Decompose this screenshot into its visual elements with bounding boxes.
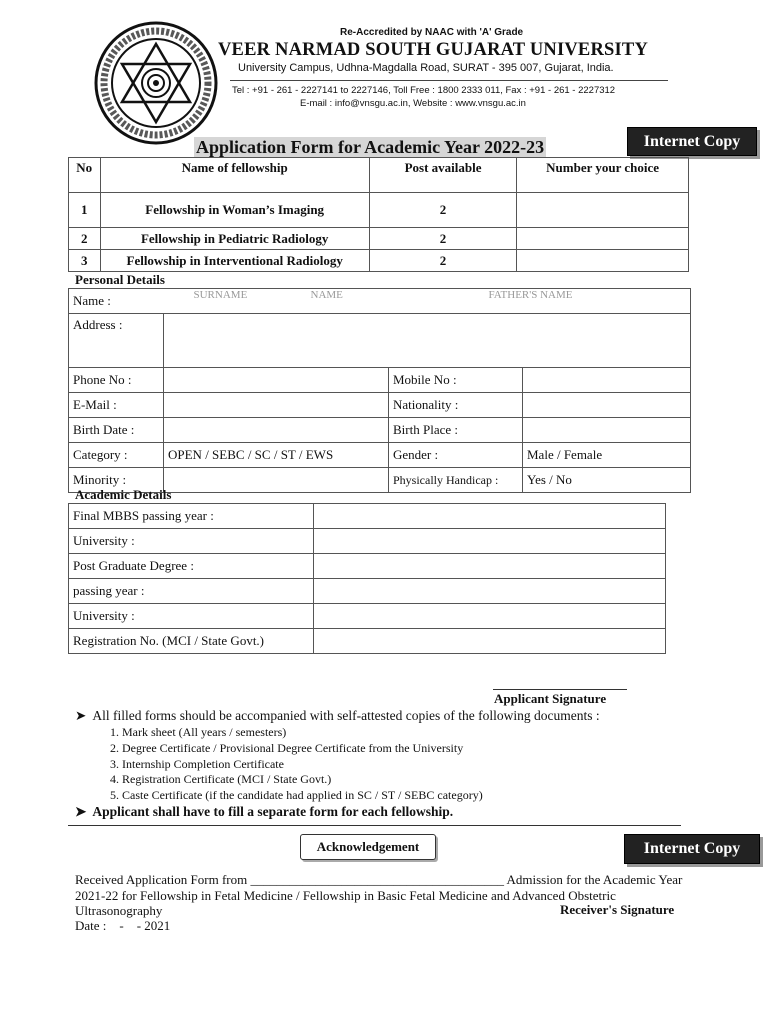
gender-options[interactable]: Male / Female	[523, 443, 691, 468]
list-item: 1. Mark sheet (All years / semesters)	[110, 725, 287, 739]
pg-year-label: passing year :	[69, 579, 314, 604]
arrow-bullet-icon: ➤	[75, 708, 87, 723]
pg-year-field[interactable]	[314, 579, 666, 604]
acknowledgement-label: Acknowledgement	[300, 834, 436, 860]
phone-label: Phone No :	[69, 368, 164, 393]
personal-details-heading: Personal Details	[75, 272, 165, 287]
documents-note-text: All filled forms should be accompanied with self-attested copies of the following documents :	[92, 708, 600, 723]
choice-field[interactable]	[517, 250, 689, 272]
birth-date-field[interactable]	[164, 418, 389, 443]
row-posts: 2	[369, 193, 516, 228]
accreditation-text: Re-Accredited by NAAC with 'A' Grade	[340, 27, 524, 38]
registration-label: Registration No. (MCI / State Govt.)	[69, 629, 314, 654]
gender-label: Gender :	[389, 443, 523, 468]
table-row	[69, 250, 689, 272]
choice-field[interactable]	[517, 193, 689, 228]
contact-email: E-mail : info@vnsgu.ac.in, Website : www.vnsgu.ac.in	[300, 98, 526, 109]
university-address: University Campus, Udhna-Magdalla Road, SURAT - 395 007, Gujarat, India.	[238, 62, 614, 74]
table-row	[69, 193, 689, 228]
birth-place-field[interactable]	[523, 418, 691, 443]
row-posts: 2	[369, 228, 516, 250]
mobile-field[interactable]	[523, 368, 691, 393]
category-label: Category :	[69, 443, 164, 468]
father-name-placeholder: FATHER'S NAME	[488, 289, 573, 301]
phone-field[interactable]	[164, 368, 389, 393]
email-field[interactable]	[164, 393, 389, 418]
row-name: Fellowship in Woman’s Imaging	[100, 193, 369, 228]
row-posts: 2	[369, 250, 516, 272]
birth-place-label: Birth Place :	[389, 418, 523, 443]
contact-tel: Tel : +91 - 261 - 2227141 to 2227146, Toll Free : 1800 2333 011, Fax : +91 - 261 - 2227312	[232, 85, 616, 96]
row-no: 3	[69, 250, 101, 272]
signature-line	[493, 689, 627, 690]
list-item: 3. Internship Completion Certificate	[110, 756, 284, 771]
pg-university-field[interactable]	[314, 604, 666, 629]
col-choice: Number your choice	[517, 158, 689, 193]
surname-placeholder: SURNAME	[193, 289, 248, 301]
minority-field[interactable]	[164, 468, 389, 493]
table-row	[69, 228, 689, 250]
mobile-label: Mobile No :	[389, 368, 523, 393]
mbbs-university-field[interactable]	[314, 529, 666, 554]
email-label: E-Mail :	[69, 393, 164, 418]
separate-form-note-text: Applicant shall have to fill a separate form for each fellowship.	[92, 804, 454, 819]
arrow-bullet-icon: ➤	[75, 804, 87, 819]
name-placeholder: NAME	[310, 289, 343, 301]
nationality-field[interactable]	[523, 393, 691, 418]
row-name: Fellowship in Pediatric Radiology	[100, 228, 369, 250]
university-name: VEER NARMAD SOUTH GUJARAT UNIVERSITY	[218, 40, 649, 60]
personal-details-table	[68, 288, 691, 493]
documents-list	[110, 725, 483, 804]
academic-details-heading: Academic Details	[75, 487, 172, 502]
list-item: 2. Degree Certificate / Provisional Degree Certificate from the University	[110, 740, 464, 755]
documents-note	[75, 708, 600, 724]
handicap-label: Physically Handicap :	[389, 468, 523, 493]
choice-field[interactable]	[517, 228, 689, 250]
separate-form-note	[75, 804, 453, 820]
list-item: 4. Registration Certificate (MCI / State Govt.)	[110, 772, 332, 787]
minority-label: Minority :	[69, 468, 164, 493]
receipt-text: Received Application Form from _______________________________________ Admission for the Academic Year 2021-22 for Fellowship in Fetal Medicine / Fellowship in Basic Fetal Medicine and Advanced Obstetric Ultrasonography	[75, 872, 683, 918]
applicant-signature-label: Applicant Signature	[494, 691, 607, 706]
form-title: Application Form for Academic Year 2022-23	[196, 137, 545, 157]
col-no: No	[69, 158, 101, 193]
col-posts: Post available	[369, 158, 516, 193]
receiver-signature-label: Receiver's Signature	[560, 902, 675, 917]
internet-copy-badge: Internet Copy	[627, 127, 757, 156]
registration-field[interactable]	[314, 629, 666, 654]
internet-copy-badge: Internet Copy	[624, 834, 760, 864]
handicap-options[interactable]: Yes / No	[523, 468, 691, 493]
name-field[interactable]	[164, 289, 691, 314]
academic-details-table	[68, 503, 666, 654]
university-logo	[93, 20, 219, 146]
fellowship-table	[68, 157, 689, 272]
col-name: Name of fellowship	[100, 158, 369, 193]
mbbs-university-label: University :	[69, 529, 314, 554]
birth-date-label: Birth Date :	[69, 418, 164, 443]
section-divider	[68, 825, 681, 826]
list-item: 5. Caste Certificate (if the candidate had applied in SC / ST / SEBC category)	[110, 788, 483, 803]
category-options[interactable]: OPEN / SEBC / SC / ST / EWS	[164, 443, 389, 468]
row-no: 1	[69, 193, 101, 228]
pg-degree-label: Post Graduate Degree :	[69, 554, 314, 579]
header-divider	[230, 80, 668, 81]
date-line: Date : - - 2021	[75, 918, 171, 933]
row-name: Fellowship in Interventional Radiology	[100, 250, 369, 272]
mbbs-year-field[interactable]	[314, 504, 666, 529]
pg-university-label: University :	[69, 604, 314, 629]
address-label: Address :	[69, 314, 164, 368]
nationality-label: Nationality :	[389, 393, 523, 418]
name-label: Name :	[69, 289, 164, 314]
pg-degree-field[interactable]	[314, 554, 666, 579]
mbbs-year-label: Final MBBS passing year :	[69, 504, 314, 529]
row-no: 2	[69, 228, 101, 250]
address-field[interactable]	[164, 314, 691, 368]
